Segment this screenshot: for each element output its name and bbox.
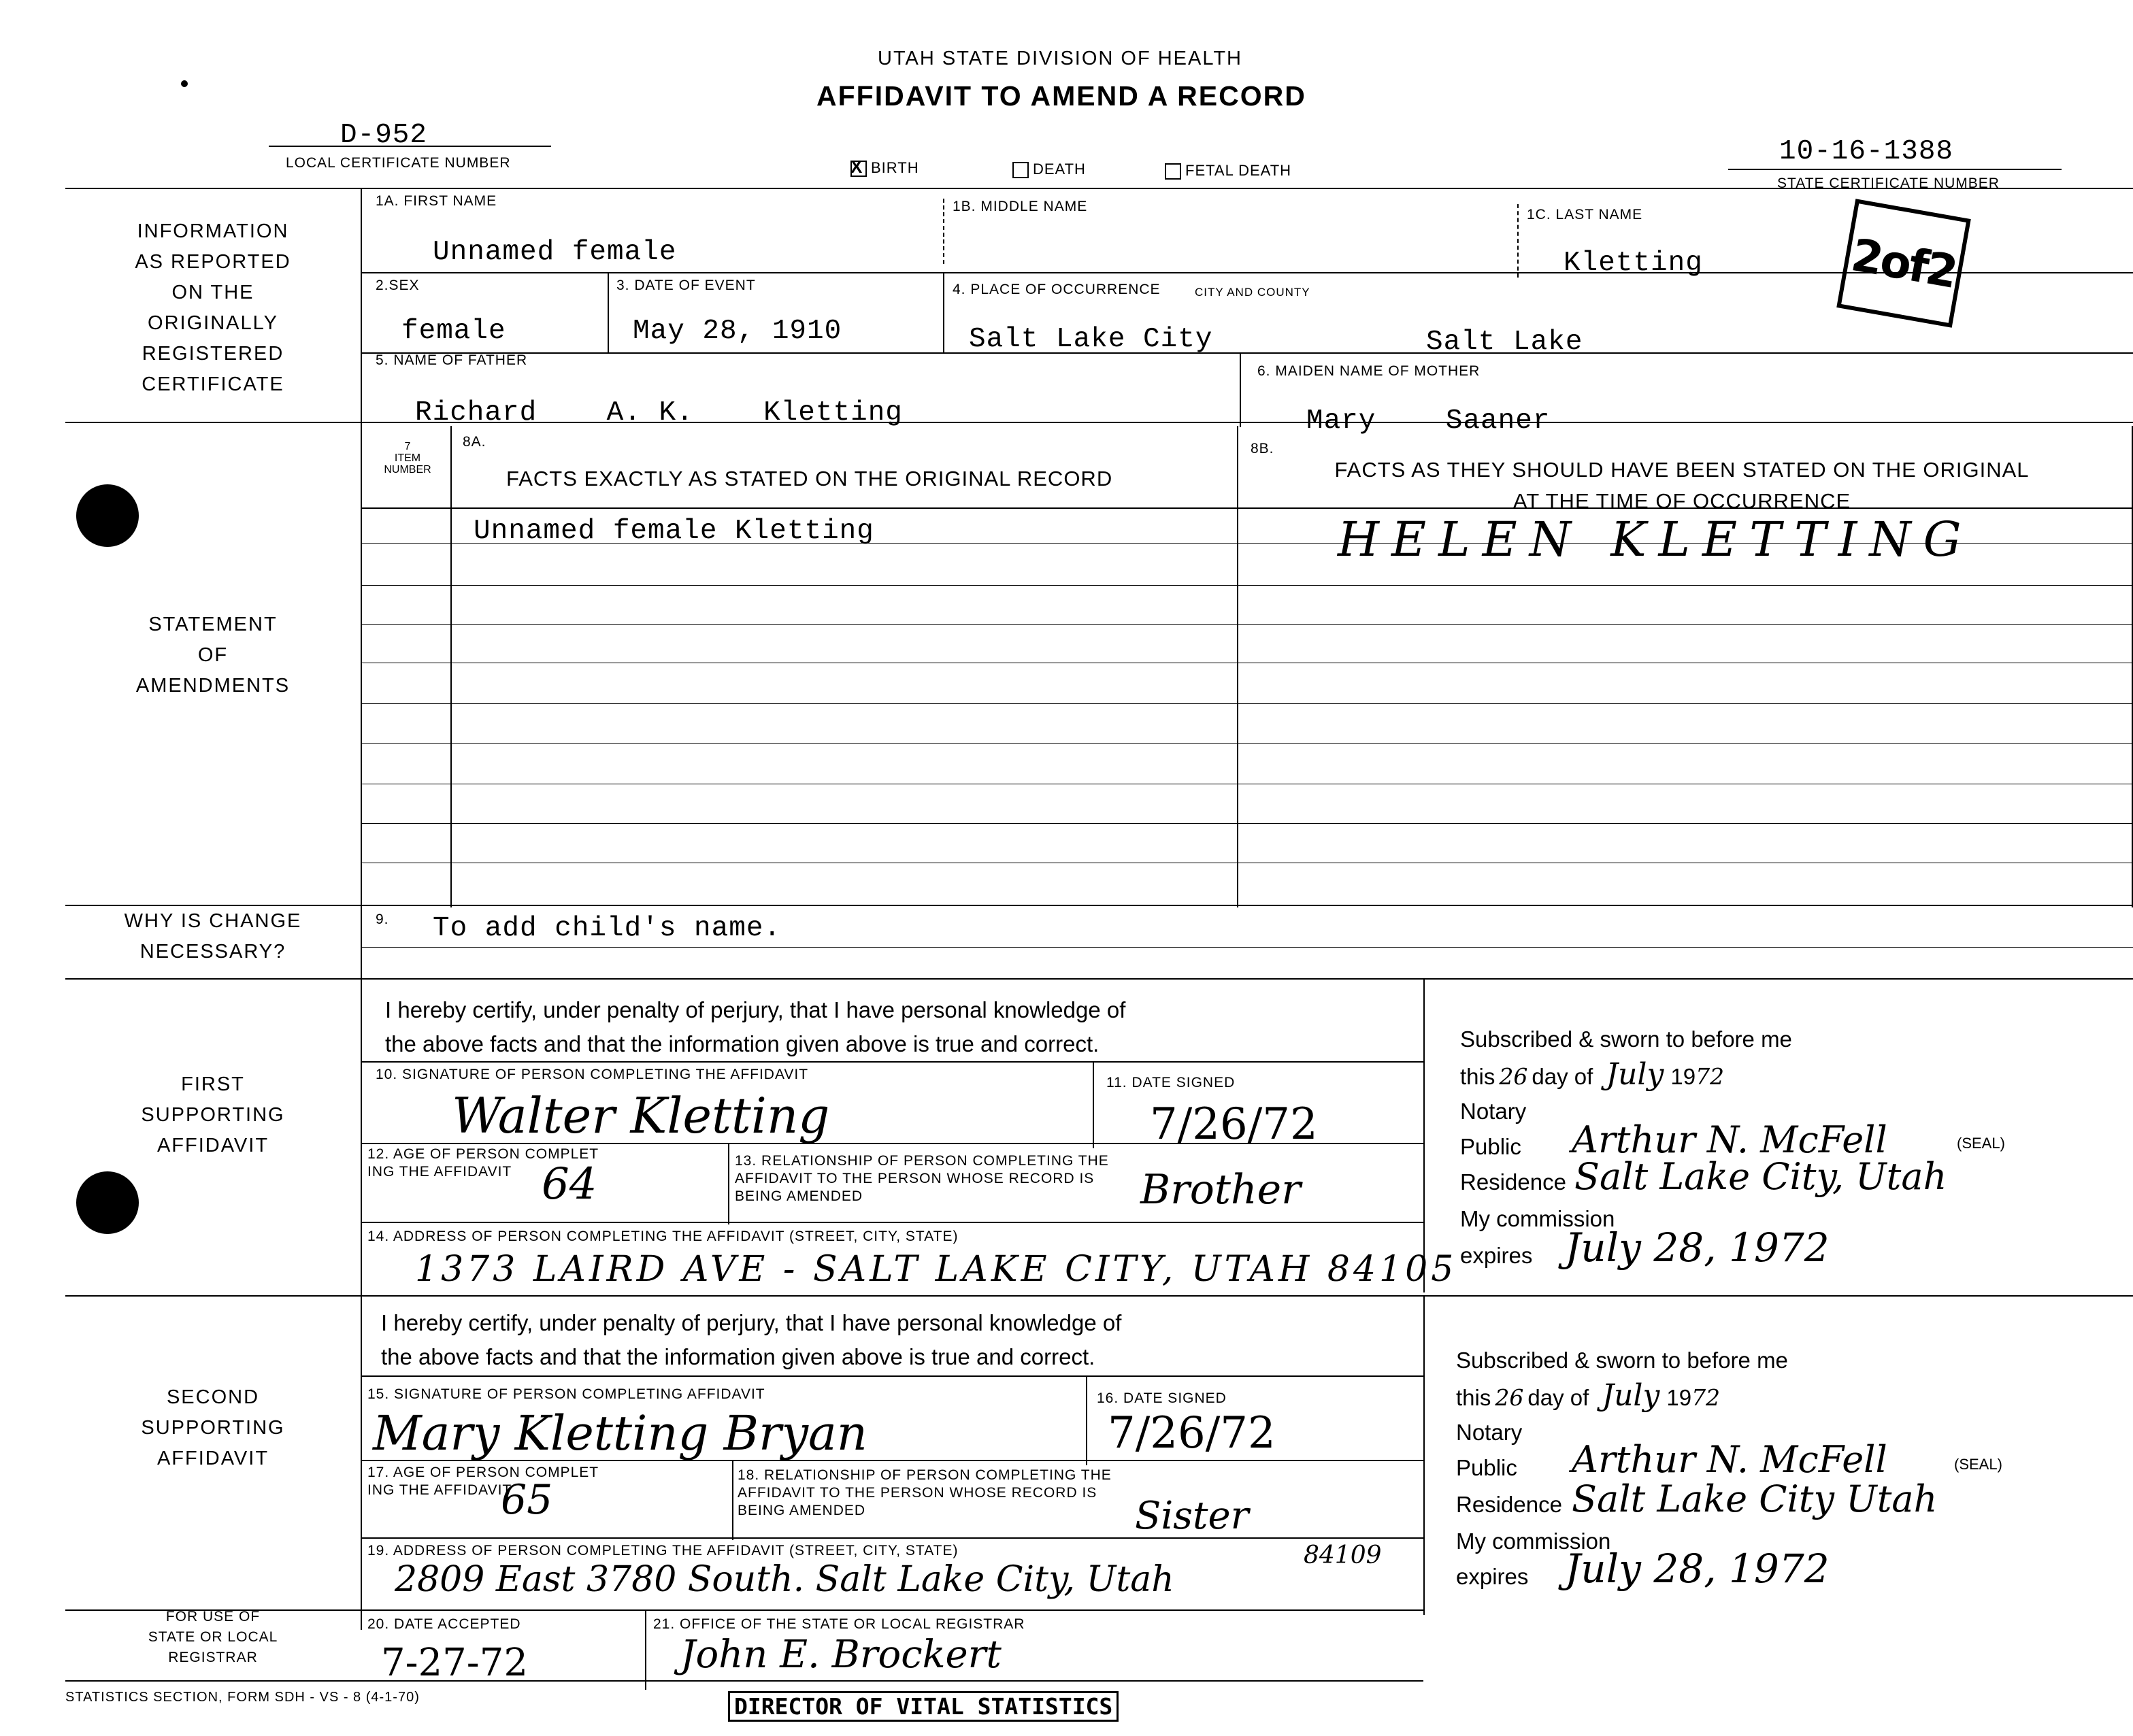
affidavit2-relationship-label: 18. RELATIONSHIP OF PERSON COMPLETING THE AFFIDAVIT TO THE PERSON WHOSE RECORD IS BEING AMENDED [738, 1467, 1112, 1518]
affidavit2-address: 2809 East 3780 South. Salt Lake City, Utah [395, 1559, 1174, 1600]
second-affidavit-bottom-border [65, 1609, 1423, 1611]
item-number-label: 7 ITEM NUMBER [384, 441, 431, 475]
affidavit2-date: 7/26/72 [1108, 1408, 1276, 1458]
section-info-label: INFORMATION AS REPORTED ON THE ORIGINALLY REGISTERED CERTIFICATE [135, 220, 291, 395]
place-county-value: Salt Lake [1426, 327, 1583, 358]
agency-name: UTAH STATE DIVISION OF HEALTH [878, 48, 1243, 69]
frame-top [65, 188, 2133, 189]
notary2-commission-label: My commission [1456, 1529, 1611, 1554]
why-bottom-border [65, 978, 2133, 980]
column-8b-number: 8B. [1251, 441, 1274, 456]
mother-maiden-name-value: Mary Saaner [1306, 405, 1551, 437]
column-8a-number: 8A. [463, 434, 486, 450]
last-name-label: 1C. LAST NAME [1527, 207, 1643, 222]
affidavit2-address-label: 19. ADDRESS OF PERSON COMPLETING THE AFFIDAVIT (STREET, CITY, STATE) [367, 1543, 959, 1558]
affidavit2-certify-text: I hereby certify, under penalty of perjury, that I have personal knowledge of the above facts and that the information given above is true and correct. [381, 1310, 1122, 1369]
record-type-fetal-death: FETAL DEATH [1165, 162, 1291, 180]
section-why-label: WHY IS CHANGE NECESSARY? [124, 910, 302, 963]
record-type-death: DEATH [1012, 161, 1086, 178]
affidavit1-relationship-label: 13. RELATIONSHIP OF PERSON COMPLETING THE AFFIDAVIT TO THE PERSON WHOSE RECORD IS BEING AMENDED [735, 1153, 1109, 1204]
affidavit1-signature-label: 10. SIGNATURE OF PERSON COMPLETING THE AFFIDAVIT [376, 1067, 809, 1082]
place-of-occurrence-label: 4. PLACE OF OCCURRENCE [953, 282, 1161, 297]
state-certificate-number: 10-16-1388 [1779, 136, 1954, 167]
sex-value: female [401, 316, 506, 347]
notary1-residence-label: Residence [1460, 1169, 1566, 1195]
page-count-stamp: 2of2 [1836, 199, 1971, 327]
affidavit2-age-label: 17. AGE OF PERSON COMPLET ING THE AFFIDAVIT [367, 1465, 599, 1498]
affidavit1-certify-text: I hereby certify, under penalty of perjury, that I have personal knowledge of the above facts and that the information given above is true and correct. [385, 997, 1126, 1056]
notary1-notary-label: Notary [1460, 1099, 1527, 1124]
affidavit1-date-label: 11. DATE SIGNED [1106, 1075, 1236, 1090]
registrar-office-label: 21. OFFICE OF THE STATE OR LOCAL REGISTRAR [653, 1616, 1025, 1632]
director-stamp: DIRECTOR OF VITAL STATISTICS [728, 1691, 1119, 1722]
affidavit1-date: 7/26/72 [1150, 1099, 1318, 1150]
notary2-day: 26 [1495, 1384, 1524, 1411]
affidavit1-address-label: 14. ADDRESS OF PERSON COMPLETING THE AFFIDAVIT (STREET, CITY, STATE) [367, 1229, 959, 1244]
notary1-day: 26 [1499, 1063, 1528, 1090]
notary2-date-line: this 26 day of July 1972 [1456, 1378, 1721, 1413]
notary2-seal: (SEAL) [1954, 1456, 2002, 1473]
fetal-death-checkbox[interactable] [1165, 163, 1181, 180]
notary1-date-line: this 26 day of July 1972 [1460, 1057, 1725, 1092]
notary1-expires-label: expires [1460, 1243, 1533, 1268]
registrar-signature: John E. Brockert [680, 1633, 1002, 1677]
form-title: AFFIDAVIT TO AMEND A RECORD [816, 80, 1306, 112]
notary2-residence: Salt Lake City Utah [1572, 1478, 1938, 1520]
column-8a-title: FACTS EXACTLY AS STATED ON THE ORIGINAL RECORD [506, 467, 1113, 490]
date-accepted-label: 20. DATE ACCEPTED [367, 1616, 521, 1632]
first-affidavit-bottom-border [65, 1295, 2133, 1297]
father-name-value: Richard A. K. Kletting [415, 397, 903, 429]
affidavit2-zip: 84109 [1304, 1541, 1382, 1569]
first-name-label: 1A. FIRST NAME [376, 193, 497, 209]
info-bottom-border [65, 422, 2133, 423]
affidavit1-age: 64 [542, 1159, 597, 1209]
place-city-county-label: CITY AND COUNTY [1195, 286, 1310, 299]
notary2-month: July [1602, 1378, 1660, 1413]
reason-number: 9. [376, 912, 389, 927]
affidavit2-relationship: Sister [1135, 1494, 1249, 1538]
stray-mark [181, 80, 188, 87]
notary2-residence-label: Residence [1456, 1492, 1562, 1517]
middle-name-label: 1B. MIDDLE NAME [953, 199, 1088, 214]
sex-label: 2.SEX [376, 278, 420, 293]
amend-bottom-border [65, 905, 2133, 906]
affidavit1-address: 1373 LAIRD AVE - SALT LAKE CITY, UTAH 84105 [415, 1249, 1457, 1290]
death-checkbox[interactable] [1012, 162, 1029, 178]
notary2-sworn-line: Subscribed & sworn to before me [1456, 1348, 1788, 1373]
first-name-value: Unnamed female [433, 237, 677, 268]
notary2-notary-label: Notary [1456, 1420, 1523, 1445]
punch-hole [76, 1171, 139, 1234]
father-name-label: 5. NAME OF FATHER [376, 352, 528, 368]
affidavit2-signature-label: 15. SIGNATURE OF PERSON COMPLETING AFFIDAVIT [367, 1386, 765, 1402]
last-name-value: Kletting [1564, 248, 1703, 279]
date-of-event-value: May 28, 1910 [633, 316, 842, 347]
notary2-expires: July 28, 1972 [1565, 1546, 1830, 1592]
notary1-public-label: Public [1460, 1134, 1521, 1159]
affidavit2-age: 65 [501, 1476, 553, 1524]
state-certificate-label: STATE CERTIFICATE NUMBER [1777, 176, 2000, 191]
notary1-commission-label: My commission [1460, 1206, 1615, 1231]
mother-maiden-name-label: 6. MAIDEN NAME OF MOTHER [1257, 363, 1481, 379]
affidavit1-signature: Walter Kletting [452, 1087, 830, 1144]
affidavit1-relationship: Brother [1140, 1166, 1301, 1214]
notary1-residence: Salt Lake City, Utah [1574, 1155, 1947, 1198]
section-amend-label: STATEMENT OF AMENDMENTS [135, 614, 291, 697]
notary1-expires: July 28, 1972 [1565, 1224, 1830, 1271]
section-registrar-label: FOR USE OF STATE OR LOCAL REGISTRAR [148, 1609, 278, 1665]
notary1-seal: (SEAL) [1957, 1135, 2005, 1152]
amendment-original-value: Unnamed female Kletting [474, 516, 874, 547]
notary2-public-label: Public [1456, 1455, 1517, 1480]
notary2-expires-label: expires [1456, 1564, 1529, 1589]
affidavit1-age-label: 12. AGE OF PERSON COMPLET ING THE AFFIDAVIT [367, 1146, 599, 1180]
notary1-public-signature: Arthur N. McFell [1572, 1118, 1887, 1161]
notary1-year: 72 [1696, 1063, 1725, 1090]
affidavit2-date-label: 16. DATE SIGNED [1097, 1390, 1227, 1406]
local-certificate-label: LOCAL CERTIFICATE NUMBER [286, 155, 511, 171]
left-column-divider [361, 188, 362, 1630]
affidavit2-signature: Mary Kletting Bryan [373, 1405, 867, 1461]
notary2-year: 72 [1691, 1384, 1721, 1411]
record-type-birth: X BIRTH [850, 156, 919, 178]
date-of-event-label: 3. DATE OF EVENT [616, 278, 756, 293]
notary1-month: July [1606, 1057, 1664, 1092]
place-city-value: Salt Lake City [969, 324, 1213, 355]
reason-value: To add child's name. [433, 913, 782, 944]
column-8b-title: FACTS AS THEY SHOULD HAVE BEEN STATED ON THE ORIGINAL AT THE TIME OF OCCURRENCE [1334, 458, 2030, 513]
punch-hole [76, 484, 139, 547]
birth-checkbox[interactable]: X [850, 161, 867, 177]
form-footer: STATISTICS SECTION, FORM SDH - VS - 8 (4-1-70) [65, 1690, 420, 1705]
date-accepted-value: 7-27-72 [381, 1641, 528, 1685]
notary1-sworn-line: Subscribed & sworn to before me [1460, 1026, 1792, 1052]
local-certificate-number: D-952 [340, 120, 428, 151]
amendment-corrected-value: HELEN KLETTING [1338, 512, 1974, 567]
notary2-public-signature: Arthur N. McFell [1572, 1438, 1887, 1481]
section-second-label: SECOND SUPPORTING AFFIDAVIT [141, 1386, 285, 1469]
section-first-label: FIRST SUPPORTING AFFIDAVIT [141, 1073, 285, 1156]
